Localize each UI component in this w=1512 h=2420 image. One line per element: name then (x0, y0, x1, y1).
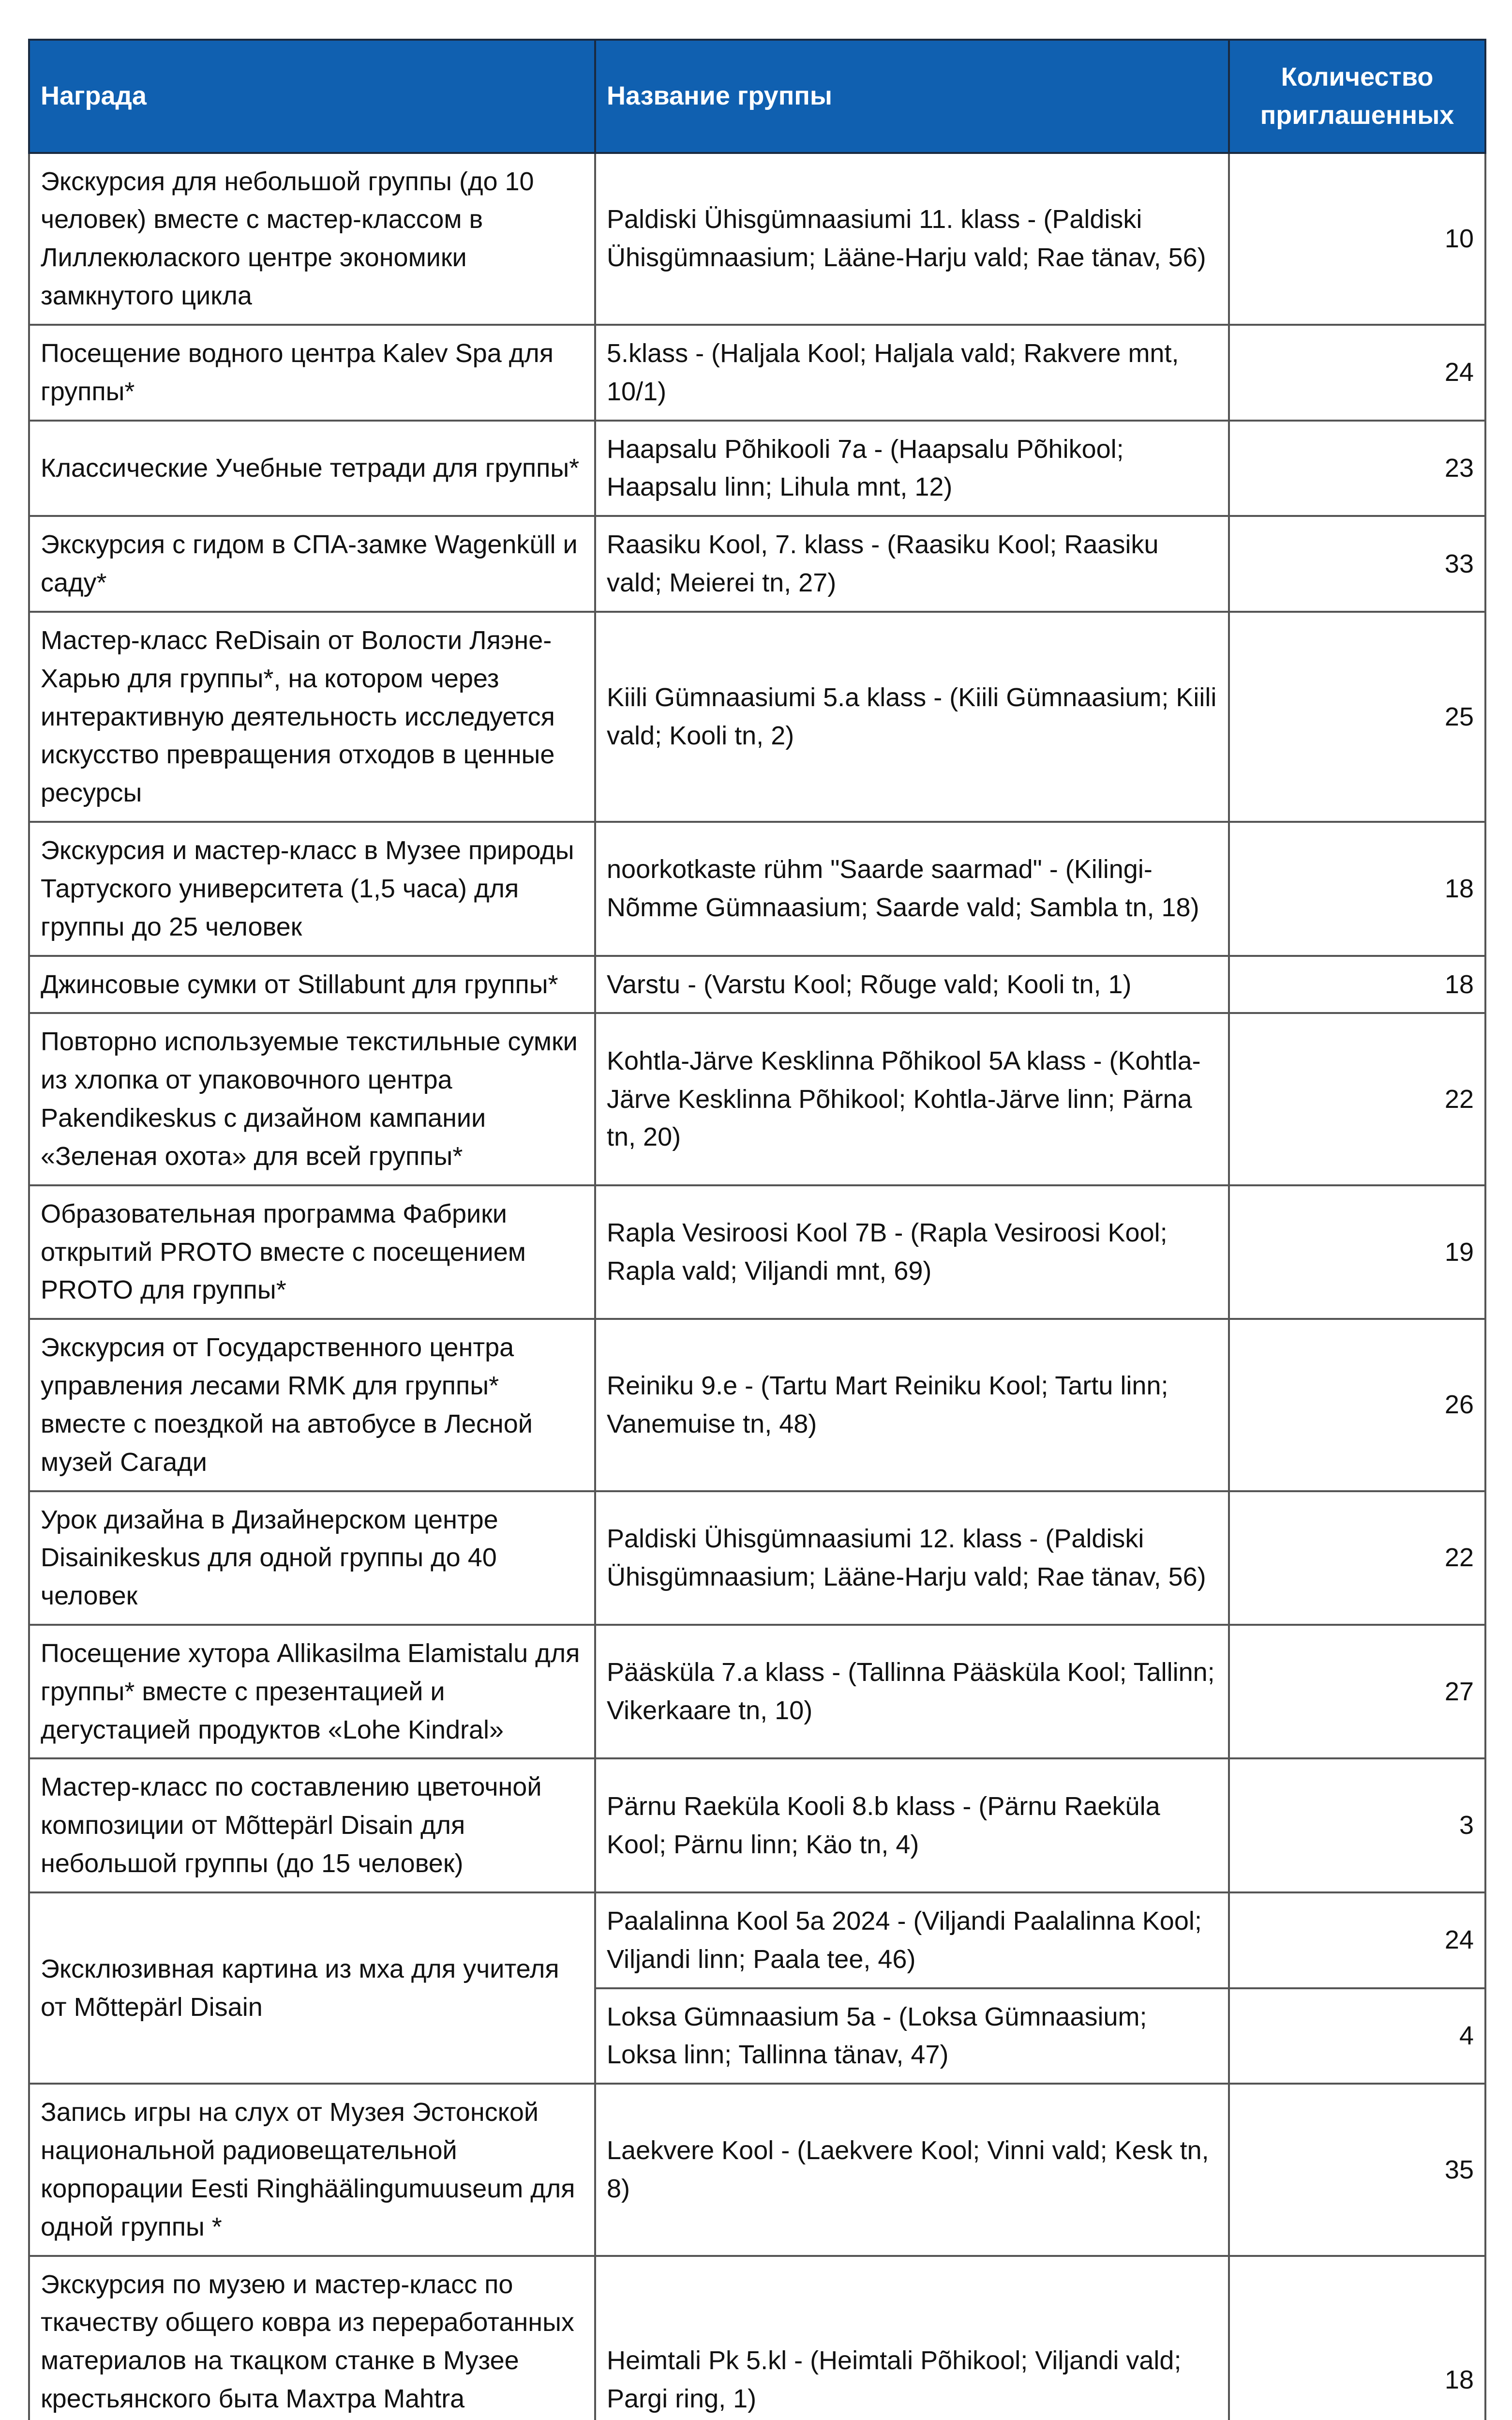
group-cell: Varstu - (Varstu Kool; Rõuge vald; Kooli tn, 1) (595, 956, 1229, 1013)
table-row (29, 612, 1485, 822)
group-cell: Reiniku 9.e - (Tartu Mart Reiniku Kool; Tartu linn; Vanemuise tn, 48) (595, 1319, 1229, 1491)
table-row (29, 1892, 1485, 1988)
header-count: Количество приглашенных (1229, 40, 1485, 153)
award-cell: Мастер-класс по составлению цветочной композиции от Mõttepärl Disain для небольшой группы (до 15 человек) (29, 1758, 595, 1892)
table-row (29, 325, 1485, 421)
table-header (29, 40, 1485, 153)
group-cell: Paldiski Ühisgümnaasiumi 12. klass - (Paldiski Ühisgümnaasium; Lääne-Harju vald; Rae tänav, 56) (595, 1491, 1229, 1625)
count-cell: 4 (1229, 1988, 1485, 2084)
award-cell: Экскурсия с гидом в СПА-замке Wagenküll и саду* (29, 516, 595, 612)
group-cell: 5.klass - (Haljala Kool; Haljala vald; Rakvere mnt, 10/1) (595, 325, 1229, 421)
table-row (29, 956, 1485, 1013)
table-row (29, 153, 1485, 325)
count-cell: 22 (1229, 1013, 1485, 1185)
count-cell: 24 (1229, 1892, 1485, 1988)
count-cell: 22 (1229, 1491, 1485, 1625)
table-row (29, 1319, 1485, 1491)
award-cell: Экскурсия и мастер-класс в Музее природы Тартуского университета (1,5 часа) для группы до 25 человек (29, 822, 595, 955)
count-cell: 33 (1229, 516, 1485, 612)
award-cell: Экскурсия по музею и мастер-класс по ткачеству общего ковра из переработанных материалов на ткацком станке в Музее крестьянского быта Махтра Mahtra (29, 2256, 595, 2420)
award-cell: Урок дизайна в Дизайнерском центре Disainikeskus для одной группы до 40 человек (29, 1491, 595, 1625)
group-cell: Heimtali Pk 5.kl - (Heimtali Põhikool; Viljandi vald; Pargi ring, 1) (595, 2256, 1229, 2420)
group-cell: Paldiski Ühisgümnaasiumi 11. klass - (Paldiski Ühisgümnaasium; Lääne-Harju vald; Rae tänav, 56) (595, 153, 1229, 325)
award-cell: Образовательная программа Фабрики открытий PROTO вместе с посещением PROTO для группы* (29, 1185, 595, 1319)
award-cell: Экскурсия от Государственного центра управления лесами RMK для группы* вместе с поездкой на автобусе в Лесной музей Сагади (29, 1319, 595, 1491)
award-cell: Эксклюзивная картина из мха для учителя от Mõttepärl Disain (29, 1892, 595, 2084)
table-row (29, 2084, 1485, 2255)
group-cell: Loksa Gümnaasium 5a - (Loksa Gümnaasium; Loksa linn; Tallinna tänav, 47) (595, 1988, 1229, 2084)
count-cell: 18 (1229, 956, 1485, 1013)
count-cell: 23 (1229, 421, 1485, 516)
award-cell: Запись игры на слух от Музея Эстонской национальной радиовещательной корпорации Eesti Ringhäälingumuuseum для одной группы * (29, 2084, 595, 2255)
group-cell: Haapsalu Põhikooli 7a - (Haapsalu Põhikool; Haapsalu linn; Lihula mnt, 12) (595, 421, 1229, 516)
table-row (29, 1758, 1485, 1892)
table-row (29, 1491, 1485, 1625)
group-cell: Kohtla-Järve Kesklinna Põhikool 5A klass - (Kohtla-Järve Kesklinna Põhikool; Kohtla-Järve linn; Pärna tn, 20) (595, 1013, 1229, 1185)
group-cell: Raasiku Kool, 7. klass - (Raasiku Kool; Raasiku vald; Meierei tn, 27) (595, 516, 1229, 612)
table-row (29, 516, 1485, 612)
table-body (29, 153, 1485, 2420)
count-cell: 24 (1229, 325, 1485, 421)
count-cell: 10 (1229, 153, 1485, 325)
award-cell: Мастер-класс ReDisain от Волости Ляэне-Харью для группы*, на котором через интерактивную деятельность исследуется искусство превращения отходов в ценные ресурсы (29, 612, 595, 822)
count-cell: 18 (1229, 2256, 1485, 2420)
award-cell: Повторно используемые текстильные сумки из хлопка от упаковочного центра Pakendikeskus с дизайном кампании «Зеленая охота» для всей группы* (29, 1013, 595, 1185)
award-cell: Классические Учебные тетради для группы* (29, 421, 595, 516)
group-cell: Pääsküla 7.a klass - (Tallinna Pääsküla Kool; Tallinn; Vikerkaare tn, 10) (595, 1625, 1229, 1758)
count-cell: 27 (1229, 1625, 1485, 1758)
award-cell: Джинсовые сумки от Stillabunt для группы* (29, 956, 595, 1013)
group-cell: noorkotkaste rühm "Saarde saarmad" - (Kilingi-Nõmme Gümnaasium; Saarde vald; Sambla tn, 18) (595, 822, 1229, 955)
header-row (29, 40, 1485, 153)
group-cell: Laekvere Kool - (Laekvere Kool; Vinni vald; Kesk tn, 8) (595, 2084, 1229, 2255)
table-row (29, 1013, 1485, 1185)
table-row (29, 1625, 1485, 1758)
count-cell: 19 (1229, 1185, 1485, 1319)
count-cell: 18 (1229, 822, 1485, 955)
group-cell: Rapla Vesiroosi Kool 7B - (Rapla Vesiroosi Kool; Rapla vald; Viljandi mnt, 69) (595, 1185, 1229, 1319)
awards-table (28, 39, 1486, 2420)
header-award: Награда (29, 40, 595, 153)
table-row (29, 822, 1485, 955)
count-cell: 35 (1229, 2084, 1485, 2255)
awards-table-container (28, 39, 1484, 2420)
award-cell: Экскурсия для небольшой группы (до 10 человек) вместе с мастер-классом в Лиллекюлаского центре экономики замкнутого цикла (29, 153, 595, 325)
count-cell: 3 (1229, 1758, 1485, 1892)
group-cell: Kiili Gümnaasiumi 5.a klass - (Kiili Gümnaasium; Kiili vald; Kooli tn, 2) (595, 612, 1229, 822)
table-row (29, 2256, 1485, 2420)
count-cell: 26 (1229, 1319, 1485, 1491)
table-row (29, 1185, 1485, 1319)
group-cell: Paalalinna Kool 5a 2024 - (Viljandi Paalalinna Kool; Viljandi linn; Paala tee, 46) (595, 1892, 1229, 1988)
header-group: Название группы (595, 40, 1229, 153)
award-cell: Посещение водного центра Kalev Spa для группы* (29, 325, 595, 421)
table-row (29, 421, 1485, 516)
count-cell: 25 (1229, 612, 1485, 822)
award-cell: Посещение хутора Allikasilma Elamistalu для группы* вместе с презентацией и дегустацией продуктов «Lohe Kindral» (29, 1625, 595, 1758)
group-cell: Pärnu Raeküla Kooli 8.b klass - (Pärnu Raeküla Kool; Pärnu linn; Käo tn, 4) (595, 1758, 1229, 1892)
